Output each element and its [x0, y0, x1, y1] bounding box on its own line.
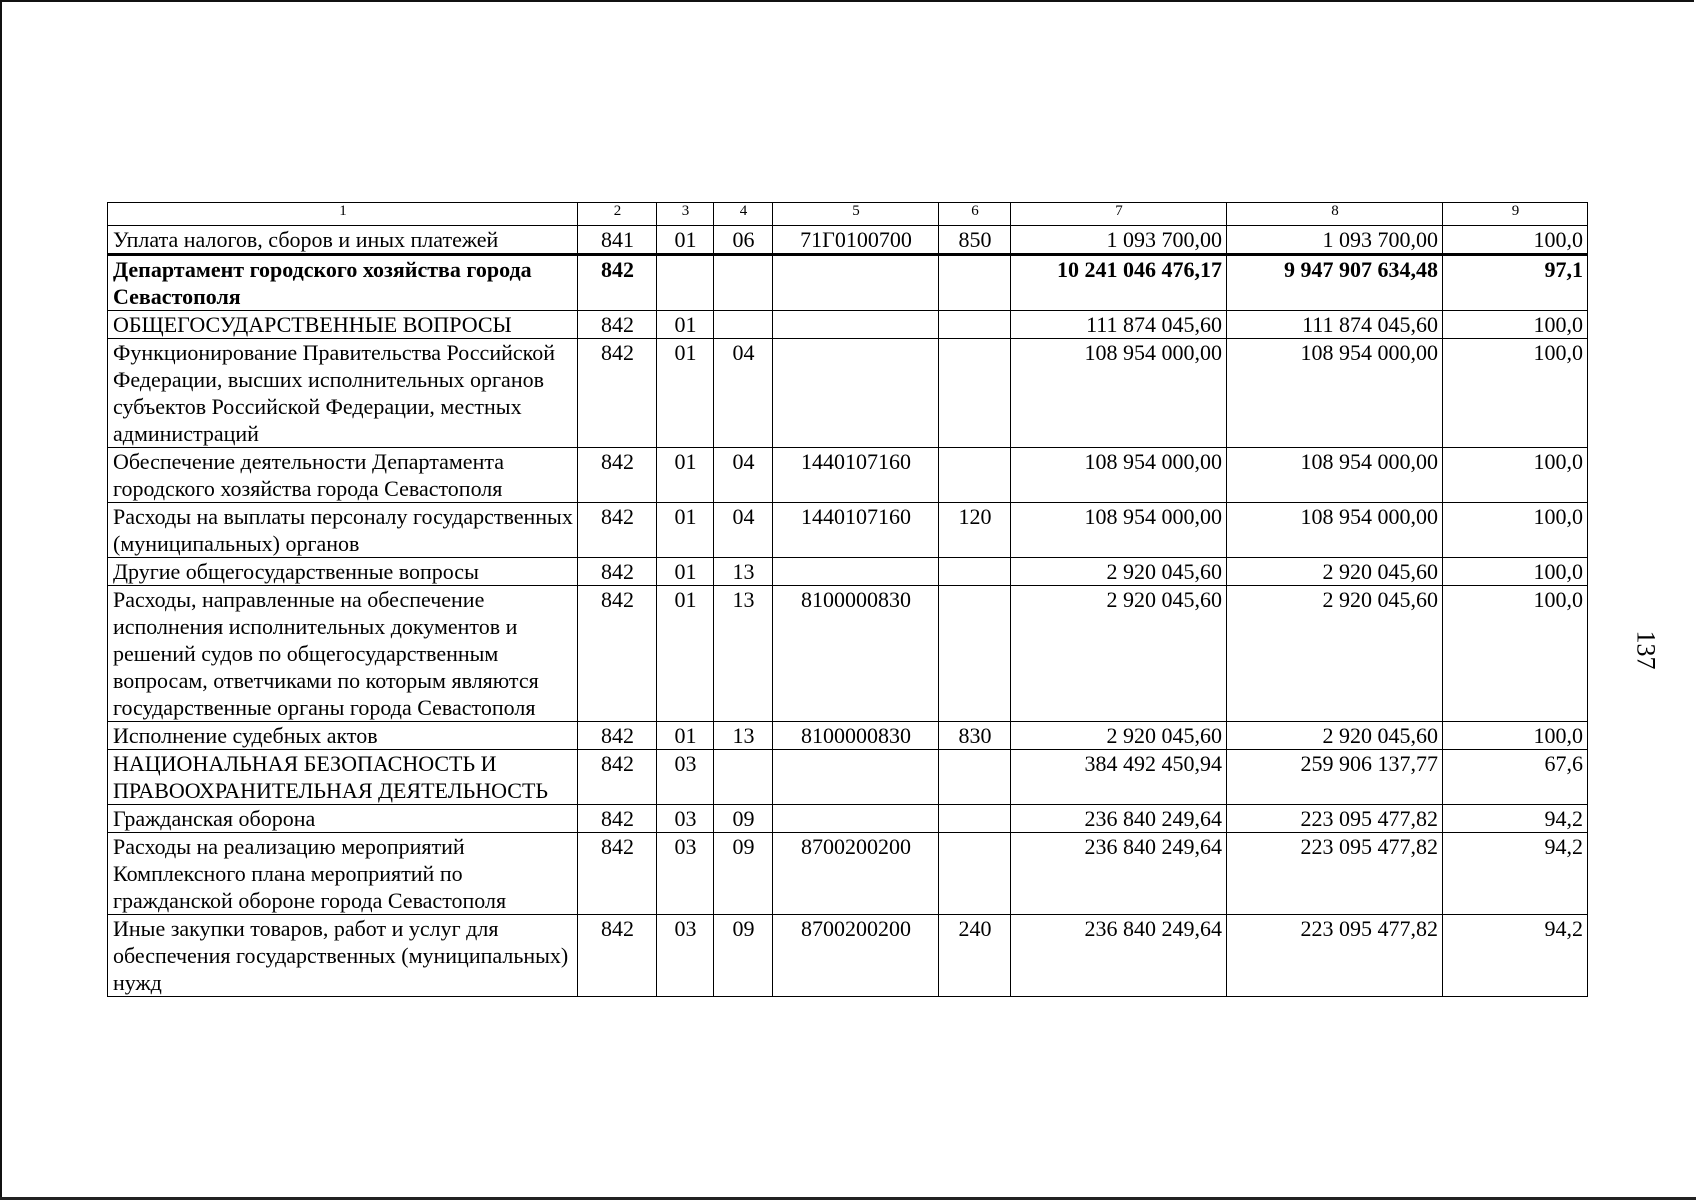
cell-ministry-code: 842	[578, 448, 657, 503]
cell-subsection: 09	[714, 805, 773, 833]
cell-planned: 2 920 045,60	[1011, 586, 1227, 722]
row-name: Исполнение судебных актов	[108, 722, 578, 750]
cell-target-article: 1440107160	[773, 448, 939, 503]
cell-percent: 97,1	[1443, 255, 1588, 311]
cell-target-article	[773, 255, 939, 311]
cell-subsection: 04	[714, 339, 773, 448]
cell-executed: 2 920 045,60	[1227, 722, 1443, 750]
row-name: Другие общегосударственные вопросы	[108, 558, 578, 586]
cell-expense-type	[939, 833, 1011, 915]
row-name: Обеспечение деятельности Департамента городского хозяйства города Севастополя	[108, 448, 578, 503]
row-name: Расходы на реализацию мероприятий Комплексного плана мероприятий по гражданской обороне города Севастополя	[108, 833, 578, 915]
cell-subsection	[714, 255, 773, 311]
cell-executed: 1 093 700,00	[1227, 226, 1443, 255]
cell-subsection: 09	[714, 833, 773, 915]
cell-planned: 1 093 700,00	[1011, 226, 1227, 255]
cell-expense-type	[939, 750, 1011, 805]
cell-target-article	[773, 558, 939, 586]
cell-section: 03	[657, 805, 714, 833]
cell-expense-type	[939, 805, 1011, 833]
cell-ministry-code: 842	[578, 833, 657, 915]
cell-executed: 108 954 000,00	[1227, 448, 1443, 503]
table-row	[108, 750, 1588, 805]
cell-expense-type	[939, 448, 1011, 503]
cell-section: 01	[657, 339, 714, 448]
table-row	[108, 722, 1588, 750]
cell-ministry-code: 842	[578, 722, 657, 750]
table-row	[108, 255, 1588, 311]
table-row	[108, 503, 1588, 558]
row-name: Расходы на выплаты персоналу государственных (муниципальных) органов	[108, 503, 578, 558]
header-cell: 7	[1011, 203, 1227, 226]
cell-section: 01	[657, 448, 714, 503]
cell-section: 03	[657, 833, 714, 915]
cell-target-article	[773, 339, 939, 448]
header-cell: 5	[773, 203, 939, 226]
cell-target-article: 8100000830	[773, 722, 939, 750]
cell-section: 01	[657, 722, 714, 750]
cell-percent: 100,0	[1443, 586, 1588, 722]
row-name: Функционирование Правительства Российской Федерации, высших исполнительных органов субъектов Российской Федерации, местных администраций	[108, 339, 578, 448]
header-cell: 8	[1227, 203, 1443, 226]
cell-subsection: 04	[714, 503, 773, 558]
cell-percent: 94,2	[1443, 805, 1588, 833]
cell-section: 01	[657, 586, 714, 722]
cell-executed: 108 954 000,00	[1227, 503, 1443, 558]
column-number-header	[108, 203, 1588, 226]
cell-percent: 94,2	[1443, 915, 1588, 997]
cell-section	[657, 255, 714, 311]
cell-target-article: 1440107160	[773, 503, 939, 558]
budget-table	[107, 202, 1588, 997]
cell-percent: 100,0	[1443, 311, 1588, 339]
cell-executed: 259 906 137,77	[1227, 750, 1443, 805]
cell-ministry-code: 841	[578, 226, 657, 255]
cell-executed: 223 095 477,82	[1227, 805, 1443, 833]
cell-executed: 223 095 477,82	[1227, 833, 1443, 915]
table-row	[108, 805, 1588, 833]
row-name: НАЦИОНАЛЬНАЯ БЕЗОПАСНОСТЬ И ПРАВООХРАНИТЕЛЬНАЯ ДЕЯТЕЛЬНОСТЬ	[108, 750, 578, 805]
cell-section: 01	[657, 558, 714, 586]
cell-ministry-code: 842	[578, 255, 657, 311]
cell-percent: 100,0	[1443, 226, 1588, 255]
cell-percent: 100,0	[1443, 448, 1588, 503]
cell-planned: 108 954 000,00	[1011, 448, 1227, 503]
cell-executed: 9 947 907 634,48	[1227, 255, 1443, 311]
header-cell: 2	[578, 203, 657, 226]
table-row	[108, 586, 1588, 722]
cell-ministry-code: 842	[578, 915, 657, 997]
cell-executed: 108 954 000,00	[1227, 339, 1443, 448]
cell-planned: 10 241 046 476,17	[1011, 255, 1227, 311]
page-number: 137	[1631, 630, 1661, 670]
cell-subsection: 13	[714, 586, 773, 722]
cell-subsection: 04	[714, 448, 773, 503]
cell-percent: 100,0	[1443, 503, 1588, 558]
cell-target-article: 71Г0100700	[773, 226, 939, 255]
cell-ministry-code: 842	[578, 311, 657, 339]
row-name: ОБЩЕГОСУДАРСТВЕННЫЕ ВОПРОСЫ	[108, 311, 578, 339]
cell-section: 03	[657, 750, 714, 805]
cell-executed: 2 920 045,60	[1227, 558, 1443, 586]
row-name: Департамент городского хозяйства города Севастополя	[108, 255, 578, 311]
cell-target-article: 8100000830	[773, 586, 939, 722]
cell-expense-type	[939, 558, 1011, 586]
cell-planned: 236 840 249,64	[1011, 915, 1227, 997]
cell-executed: 223 095 477,82	[1227, 915, 1443, 997]
header-cell: 3	[657, 203, 714, 226]
table-row	[108, 915, 1588, 997]
cell-planned: 236 840 249,64	[1011, 833, 1227, 915]
cell-planned: 108 954 000,00	[1011, 503, 1227, 558]
row-name: Иные закупки товаров, работ и услуг для обеспечения государственных (муниципальных) нужд	[108, 915, 578, 997]
cell-expense-type	[939, 339, 1011, 448]
cell-target-article: 8700200200	[773, 915, 939, 997]
cell-planned: 2 920 045,60	[1011, 722, 1227, 750]
cell-expense-type: 830	[939, 722, 1011, 750]
cell-expense-type: 120	[939, 503, 1011, 558]
cell-planned: 108 954 000,00	[1011, 339, 1227, 448]
cell-expense-type: 850	[939, 226, 1011, 255]
cell-target-article	[773, 311, 939, 339]
cell-subsection: 09	[714, 915, 773, 997]
cell-section: 01	[657, 311, 714, 339]
cell-planned: 384 492 450,94	[1011, 750, 1227, 805]
cell-planned: 111 874 045,60	[1011, 311, 1227, 339]
cell-target-article: 8700200200	[773, 833, 939, 915]
table-row	[108, 558, 1588, 586]
cell-expense-type	[939, 255, 1011, 311]
cell-percent: 100,0	[1443, 339, 1588, 448]
cell-ministry-code: 842	[578, 503, 657, 558]
cell-section: 01	[657, 226, 714, 255]
cell-planned: 236 840 249,64	[1011, 805, 1227, 833]
cell-subsection: 13	[714, 558, 773, 586]
header-cell: 6	[939, 203, 1011, 226]
header-cell: 9	[1443, 203, 1588, 226]
cell-percent: 100,0	[1443, 722, 1588, 750]
cell-expense-type	[939, 311, 1011, 339]
table-row	[108, 339, 1588, 448]
cell-executed: 111 874 045,60	[1227, 311, 1443, 339]
table-row	[108, 833, 1588, 915]
cell-percent: 100,0	[1443, 558, 1588, 586]
cell-ministry-code: 842	[578, 750, 657, 805]
cell-subsection	[714, 311, 773, 339]
cell-expense-type: 240	[939, 915, 1011, 997]
cell-expense-type	[939, 586, 1011, 722]
row-name: Уплата налогов, сборов и иных платежей	[108, 226, 578, 255]
cell-subsection: 13	[714, 722, 773, 750]
cell-target-article	[773, 750, 939, 805]
cell-ministry-code: 842	[578, 805, 657, 833]
header-cell: 1	[108, 203, 578, 226]
cell-section: 01	[657, 503, 714, 558]
cell-ministry-code: 842	[578, 586, 657, 722]
table-row	[108, 226, 1588, 255]
cell-ministry-code: 842	[578, 339, 657, 448]
cell-subsection: 06	[714, 226, 773, 255]
header-cell: 4	[714, 203, 773, 226]
row-name: Гражданская оборона	[108, 805, 578, 833]
cell-percent: 67,6	[1443, 750, 1588, 805]
cell-planned: 2 920 045,60	[1011, 558, 1227, 586]
cell-target-article	[773, 805, 939, 833]
row-name: Расходы, направленные на обеспечение исполнения исполнительных документов и решений судов по общегосударственным вопросам, ответчиками по которым являются государственные органы города Севастополя	[108, 586, 578, 722]
cell-executed: 2 920 045,60	[1227, 586, 1443, 722]
cell-percent: 94,2	[1443, 833, 1588, 915]
table-row	[108, 311, 1588, 339]
table-row	[108, 448, 1588, 503]
cell-section: 03	[657, 915, 714, 997]
cell-ministry-code: 842	[578, 558, 657, 586]
cell-subsection	[714, 750, 773, 805]
